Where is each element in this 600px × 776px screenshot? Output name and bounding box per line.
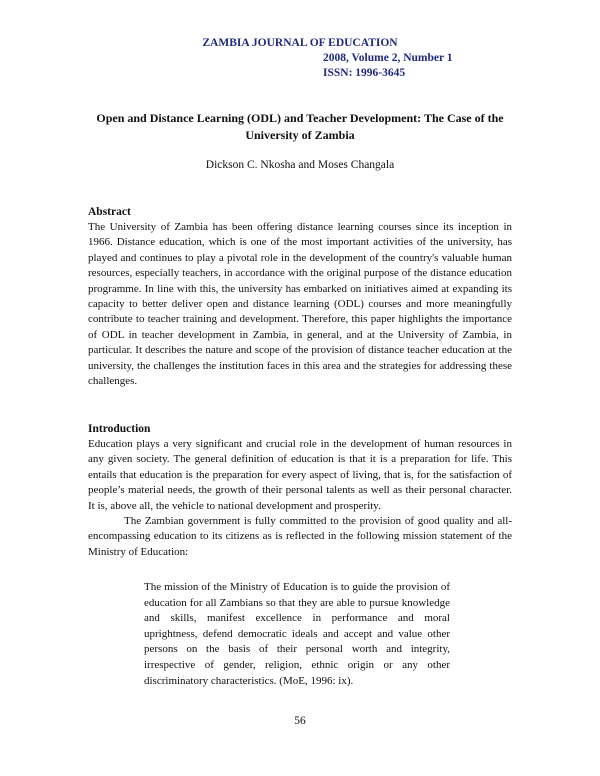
journal-header [0,36,600,81]
page-number: 56 [294,715,306,727]
mission-quote: The mission of the Ministry of Education is to guide the provision of education for all Zambians so that they are able to pursue knowledge and skills, manifest excellence in performance and moral uprightness, defend democratic ideals and accept and value other persons on the basis of their personal worth and integrity, irrespective of gender, religion, ethnic origin or any other discriminatory characteristics. (MoE, 1996: ix). [144,581,450,687]
paper-title: Open and Distance Learning (ODL) and Teacher Development: The Case of the University of Zambia [96,111,504,142]
paper-authors: Dickson C. Nkosha and Moses Changala [205,159,395,171]
abstract-body [88,220,512,389]
journal-name: ZAMBIA JOURNAL OF EDUCATION [202,37,398,49]
journal-volume: 2008, Volume 2, Number 1 [323,52,453,64]
intro-paragraph-2: The Zambian government is fully committed to the provision of good quality and all-encompassing education to its citizens as is reflected in the following mission statement of the Ministry of Education: [88,515,512,558]
introduction-body [88,437,512,560]
abstract-text: The University of Zambia has been offering distance learning courses since its inception in 1966. Distance education, which is one of the most important activities of the university, has played and continues to play a pivotal role in the development of the country's valuable human resources, especially teachers, in accordance with the original purpose of the distance education programme. In line with this, the university has embarked on initiatives aimed at expanding its capacity to better deliver open and distance learning (ODL) courses and more meaningfully contribute to teacher training and development. Therefore, this paper highlights the importance of ODL in teacher development in Zambia, in general, and at the University of Zambia, in particular. It describes the nature and scope of the provision of distance teacher education at the university, the challenges the institution faces in this area and the strategies for addressing these challenges. [88,221,512,388]
intro-paragraph-1: Education plays a very significant and crucial role in the development of human resources in any given society. The general definition of education is that it is a preparation for life. This entails that education is the preparation for every aspect of living, that is, for the satisfaction of people’s material needs, the growth of their personal talents as well as their personal character. It is, above all, the vehicle to national development and prosperity. [88,438,512,512]
journal-issn: ISSN: 1996-3645 [323,67,406,79]
introduction-heading: Introduction [88,423,151,435]
abstract-heading: Abstract [88,206,131,218]
